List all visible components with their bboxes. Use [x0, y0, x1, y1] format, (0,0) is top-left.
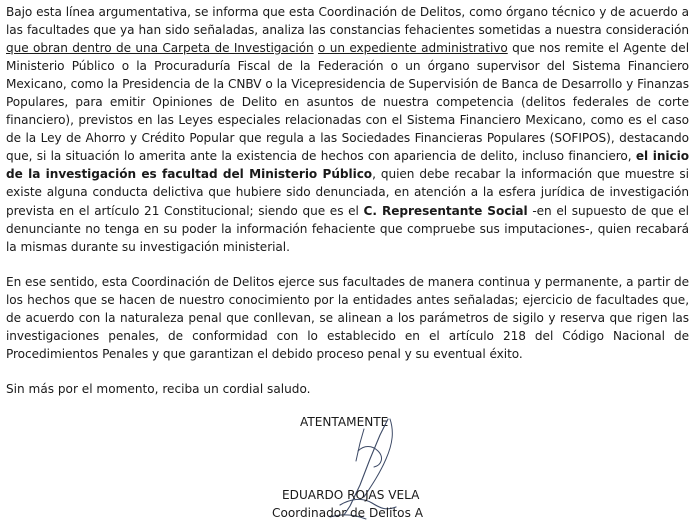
p1-bold-ministerio: el inicio de la investigación es facultad del Ministerio Público	[6, 149, 689, 182]
paragraph-1	[6, 3, 689, 256]
p1-underlined-expediente: o un expediente administrativo	[318, 41, 508, 56]
p1-text-5: -en el supuesto de que el denunciante no tenga en su poder la información fehaciente que compruebe sus imputaciones-, quien recabará la mismas durante su investigación ministerial.	[6, 203, 689, 254]
paragraph-2: En ese sentido, esta Coordinación de Delitos ejerce sus facultades de manera continua y permanente, a partir de los hechos que se hacen de nuestro conocimiento por la entidades antes señaladas; ejercicio de facultades que, de acuerdo con la naturaleza penal que conllevan, se alinean a los parámetros de sigilo y reserva que rigen las investigaciones penales, de conformidad con lo establecido en el artículo 218 del Código Nacional de Procedimientos Penales y que garantizan el debido proceso penal y su eventual éxito.	[6, 274, 689, 361]
p1-text-1: Bajo esta línea argumentativa, se informa que esta Coordinación de Delitos, como órgano técnico y de acuerdo a las facultades que ya han sido señaladas, analiza las constancias fehacientes sometidas a nuestra consideración	[6, 5, 689, 38]
p1-text-3: que nos remite el Agente del Ministerio Público o la Procuraduría Fiscal de la Federación o un órgano supervisor del Sistema Financiero Mexicano, como la Presidencia de la CNBV o la Vicepresidencia de Supervisión de Banca de Desarrollo y Finanzas Populares, para emitir Opiniones de Delito en asuntos de nuestra competencia (delitos federales de corte financiero), previstos en las Leyes especiales relacionadas con el Sistema Financiero Mexicano, como es el caso de la Ley de Ahorro y Crédito Popular que regula a las Sociedades Financieras Populares (SOFIPOS), destacando que, si la situación lo amerita ante la existencia de hechos con apariencia de delito, incluso financiero,	[6, 41, 690, 164]
signer-name: EDUARDO ROJAS VELA	[282, 488, 420, 502]
salutation: ATENTAMENTE	[300, 415, 389, 429]
document-page	[6, 3, 689, 398]
closing-line: Sin más por el momento, reciba un cordial saludo.	[6, 381, 311, 396]
signature-block	[0, 405, 699, 526]
p1-bold-representante: C. Representante Social	[363, 203, 528, 218]
signer-role: Coordinador de Delitos A	[272, 506, 424, 520]
p1-text-4: , quien debe recabar la información que muestre si existe alguna conducta delictiva que hubiere sido denunciada, en atención a la esfera jurídica de investigación prevista en el artículo 21 Constitucional; siendo que es el	[6, 167, 689, 218]
p1-underlined-carpeta: que obran dentro de una Carpeta de Investigación	[6, 41, 314, 56]
